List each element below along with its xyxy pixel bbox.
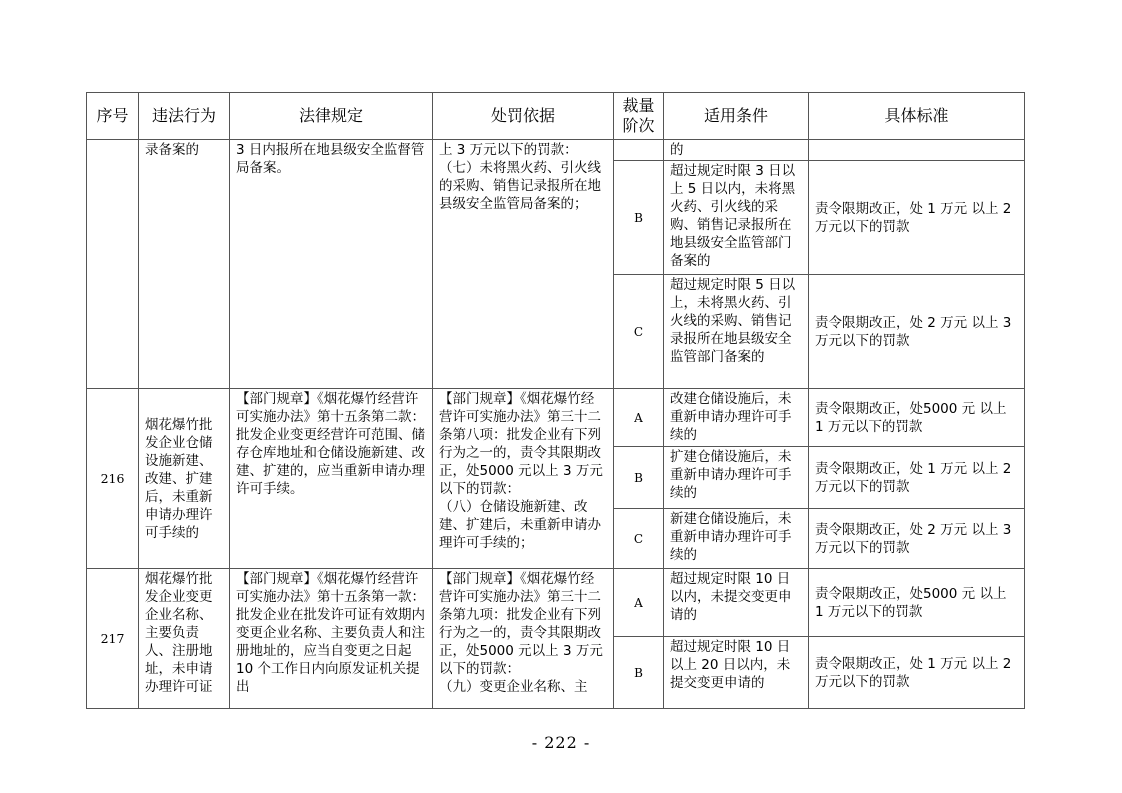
table-header-row — [87, 93, 1025, 140]
table-row — [87, 389, 1025, 447]
law-cell: 【部门规章】《烟花爆竹经营许可实施办法》第十五条第二款：批发企业变更经营许可范围、储存仓库地址和仓储设施新建、改建、扩建的，应当重新申请办理许可手续。 — [230, 389, 433, 569]
condition-cell: 新建仓储设施后，未重新申请办理许可手续的 — [664, 509, 809, 569]
condition-cell: 超过规定时限 5 日以上，未将黑火药、引火线的采购、销售记录报所在地县级安全监管部门备案的 — [664, 275, 809, 389]
condition-cell: 超过规定时限 10 日以上 20 日以内，未提交变更申请的 — [664, 637, 809, 709]
seq-cell — [87, 140, 139, 389]
condition-cell: 扩建仓储设施后，未重新申请办理许可手续的 — [664, 447, 809, 509]
level-cell: C — [614, 275, 664, 389]
standard-cell: 责令限期改正，处5000 元 以上 1 万元以下的罚款 — [809, 389, 1025, 447]
level-cell: B — [614, 637, 664, 709]
standard-cell: 责令限期改正，处 1 万元 以上 2 万元以下的罚款 — [809, 637, 1025, 709]
basis-cell: 【部门规章】《烟花爆竹经营许可实施办法》第三十二条第九项：批发企业有下列行为之一的，责令其限期改正，处5000 元以上 3 万元以下的罚款： （九）变更企业名称、主 — [433, 569, 614, 709]
level-cell: B — [614, 447, 664, 509]
level-cell — [614, 140, 664, 161]
standard-cell: 责令限期改正，处 2 万元 以上 3 万元以下的罚款 — [809, 275, 1025, 389]
table-row — [87, 569, 1025, 637]
condition-cell: 超过规定时限 3 日以上 5 日以内，未将黑火药、引火线的采购、销售记录报所在地县级安全监管部门备案的 — [664, 161, 809, 275]
seq-cell: 216 — [87, 389, 139, 569]
violation-cell: 烟花爆竹批发企业仓储设施新建、改建、扩建后，未重新申请办理许可手续的 — [139, 389, 230, 569]
standard-cell: 责令限期改正，处 1 万元 以上 2 万元以下的罚款 — [809, 161, 1025, 275]
header-standard: 具体标准 — [809, 93, 1025, 140]
law-cell: 3 日内报所在地县级安全监督管局备案。 — [230, 140, 433, 389]
header-level: 裁量阶次 — [614, 93, 664, 140]
level-cell: C — [614, 509, 664, 569]
basis-cell: 【部门规章】《烟花爆竹经营许可实施办法》第三十二条第八项：批发企业有下列行为之一的，责令其限期改正，处5000 元以上 3 万元以下的罚款： （八）仓储设施新建、改建、扩建后，未重新申请办理许可手续的； — [433, 389, 614, 569]
level-cell: A — [614, 569, 664, 637]
page-number: - 222 - — [531, 733, 591, 752]
header-basis: 处罚依据 — [433, 93, 614, 140]
violation-cell: 录备案的 — [139, 140, 230, 389]
condition-cell: 超过规定时限 10 日以内，未提交变更申请的 — [664, 569, 809, 637]
header-violation: 违法行为 — [139, 93, 230, 140]
standard-cell: 责令限期改正，处 2 万元 以上 3 万元以下的罚款 — [809, 509, 1025, 569]
condition-cell: 改建仓储设施后，未重新申请办理许可手续的 — [664, 389, 809, 447]
standard-cell — [809, 140, 1025, 161]
standard-cell: 责令限期改正，处 1 万元 以上 2 万元以下的罚款 — [809, 447, 1025, 509]
level-cell: A — [614, 389, 664, 447]
seq-cell: 217 — [87, 569, 139, 709]
violation-cell: 烟花爆竹批发企业变更企业名称、主要负责人、注册地址，未申请办理许可证 — [139, 569, 230, 709]
standard-cell: 责令限期改正，处5000 元 以上 1 万元以下的罚款 — [809, 569, 1025, 637]
header-condition: 适用条件 — [664, 93, 809, 140]
penalty-table — [86, 92, 1025, 709]
basis-cell: 上 3 万元以下的罚款： （七）未将黑火药、引火线的采购、销售记录报所在地县级安全监管局备案的； — [433, 140, 614, 389]
header-law: 法律规定 — [230, 93, 433, 140]
table-row — [87, 140, 1025, 161]
header-seq: 序号 — [87, 93, 139, 140]
level-cell: B — [614, 161, 664, 275]
law-cell: 【部门规章】《烟花爆竹经营许可实施办法》第十五条第一款：批发企业在批发许可证有效期内变更企业名称、主要负责人和注册地址的，应当自变更之日起 10 个工作日内向原发证机关提出 — [230, 569, 433, 709]
condition-cell: 的 — [664, 140, 809, 161]
